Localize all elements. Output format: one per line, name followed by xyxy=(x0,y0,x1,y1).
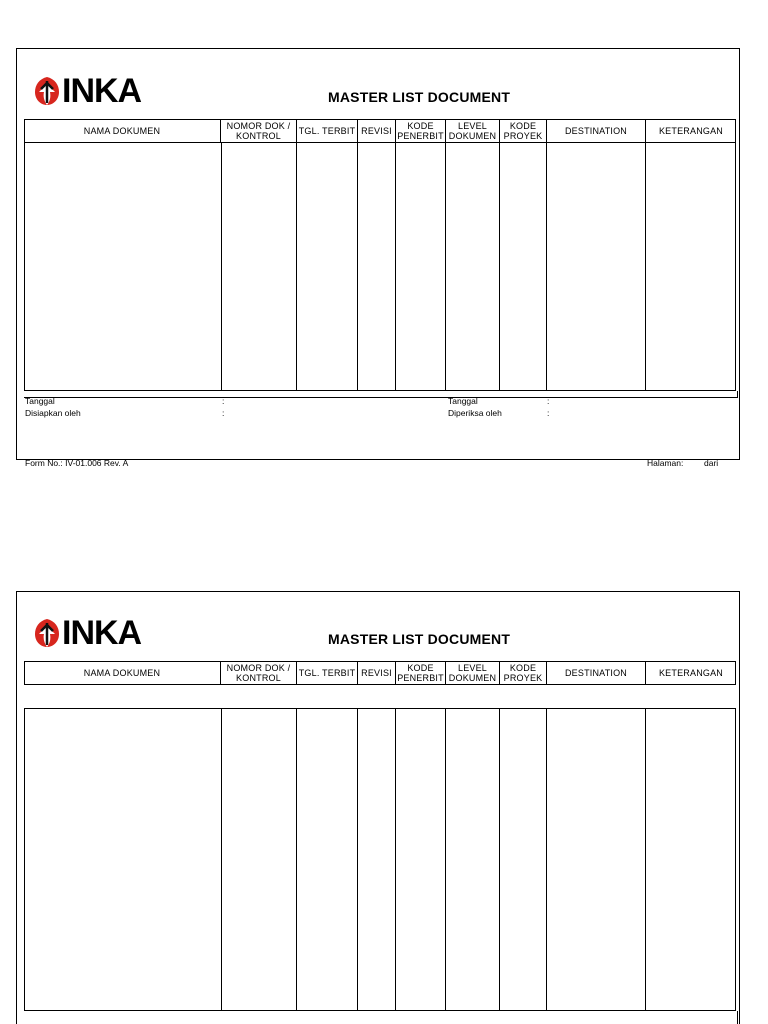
col-header-kode-proyek: KODE PROYEK xyxy=(500,661,547,685)
diperiksa-label: Diperiksa oleh xyxy=(448,408,502,418)
column-divider xyxy=(395,708,396,1011)
column-divider xyxy=(221,708,222,1011)
column-divider xyxy=(445,708,446,1011)
brand-name: INKA xyxy=(62,614,142,652)
col-header-tgl-terbit: TGL. TERBIT xyxy=(297,119,358,142)
disiapkan-label: Disiapkan oleh xyxy=(25,408,81,418)
document-title: MASTER LIST DOCUMENT xyxy=(328,631,511,647)
column-divider xyxy=(357,708,358,1011)
col-header-nomor-dok: NOMOR DOK / KONTROL xyxy=(221,119,297,142)
column-divider xyxy=(499,708,500,1011)
tanggal-label-right: Tanggal xyxy=(448,396,478,406)
inka-logo xyxy=(33,616,141,650)
col-header-kode-penerbit: KODE PENERBIT xyxy=(396,119,446,142)
table-edge xyxy=(737,1011,738,1024)
col-header-destination: DESTINATION xyxy=(547,119,646,142)
col-header-revisi: REVISI xyxy=(358,661,396,685)
diperiksa-colon: : xyxy=(547,408,550,418)
column-divider xyxy=(645,708,646,1011)
col-header-keterangan: KETERANGAN xyxy=(658,668,723,678)
col-header-tgl-terbit: TGL. TERBIT xyxy=(297,661,358,685)
document-title: MASTER LIST DOCUMENT xyxy=(328,89,511,105)
col-header-nama-dokumen: NAMA DOKUMEN xyxy=(24,119,221,142)
halaman-label: Halaman: xyxy=(647,458,684,468)
dari-label: dari xyxy=(704,458,719,468)
master-list-table xyxy=(24,708,736,1011)
col-header-destination: DESTINATION xyxy=(547,661,646,685)
tanggal-label: Tanggal xyxy=(25,396,55,406)
col-header-kode-penerbit: KODE PENERBIT xyxy=(396,661,446,685)
column-divider xyxy=(296,708,297,1011)
col-header-keterangan: KETERANGAN xyxy=(658,125,723,136)
col-header-revisi: REVISI xyxy=(358,119,396,142)
disiapkan-colon: : xyxy=(222,408,225,418)
col-header-level-dokumen: LEVEL DOKUMEN xyxy=(446,119,500,142)
inka-emblem-icon xyxy=(33,617,61,649)
tanggal-colon: : xyxy=(222,396,225,406)
form-number: Form No.: IV-01.006 Rev. A xyxy=(25,458,129,468)
col-header-nomor-dok: NOMOR DOK / KONTROL xyxy=(221,661,297,685)
brand-name: INKA xyxy=(62,72,142,110)
col-header-level-dokumen: LEVEL DOKUMEN xyxy=(446,661,500,685)
col-header-kode-proyek: KODE PROYEK xyxy=(500,119,547,142)
tanggal-colon-right: : xyxy=(547,396,550,406)
column-divider xyxy=(546,708,547,1011)
col-header-nama-dokumen: NAMA DOKUMEN xyxy=(24,661,221,685)
